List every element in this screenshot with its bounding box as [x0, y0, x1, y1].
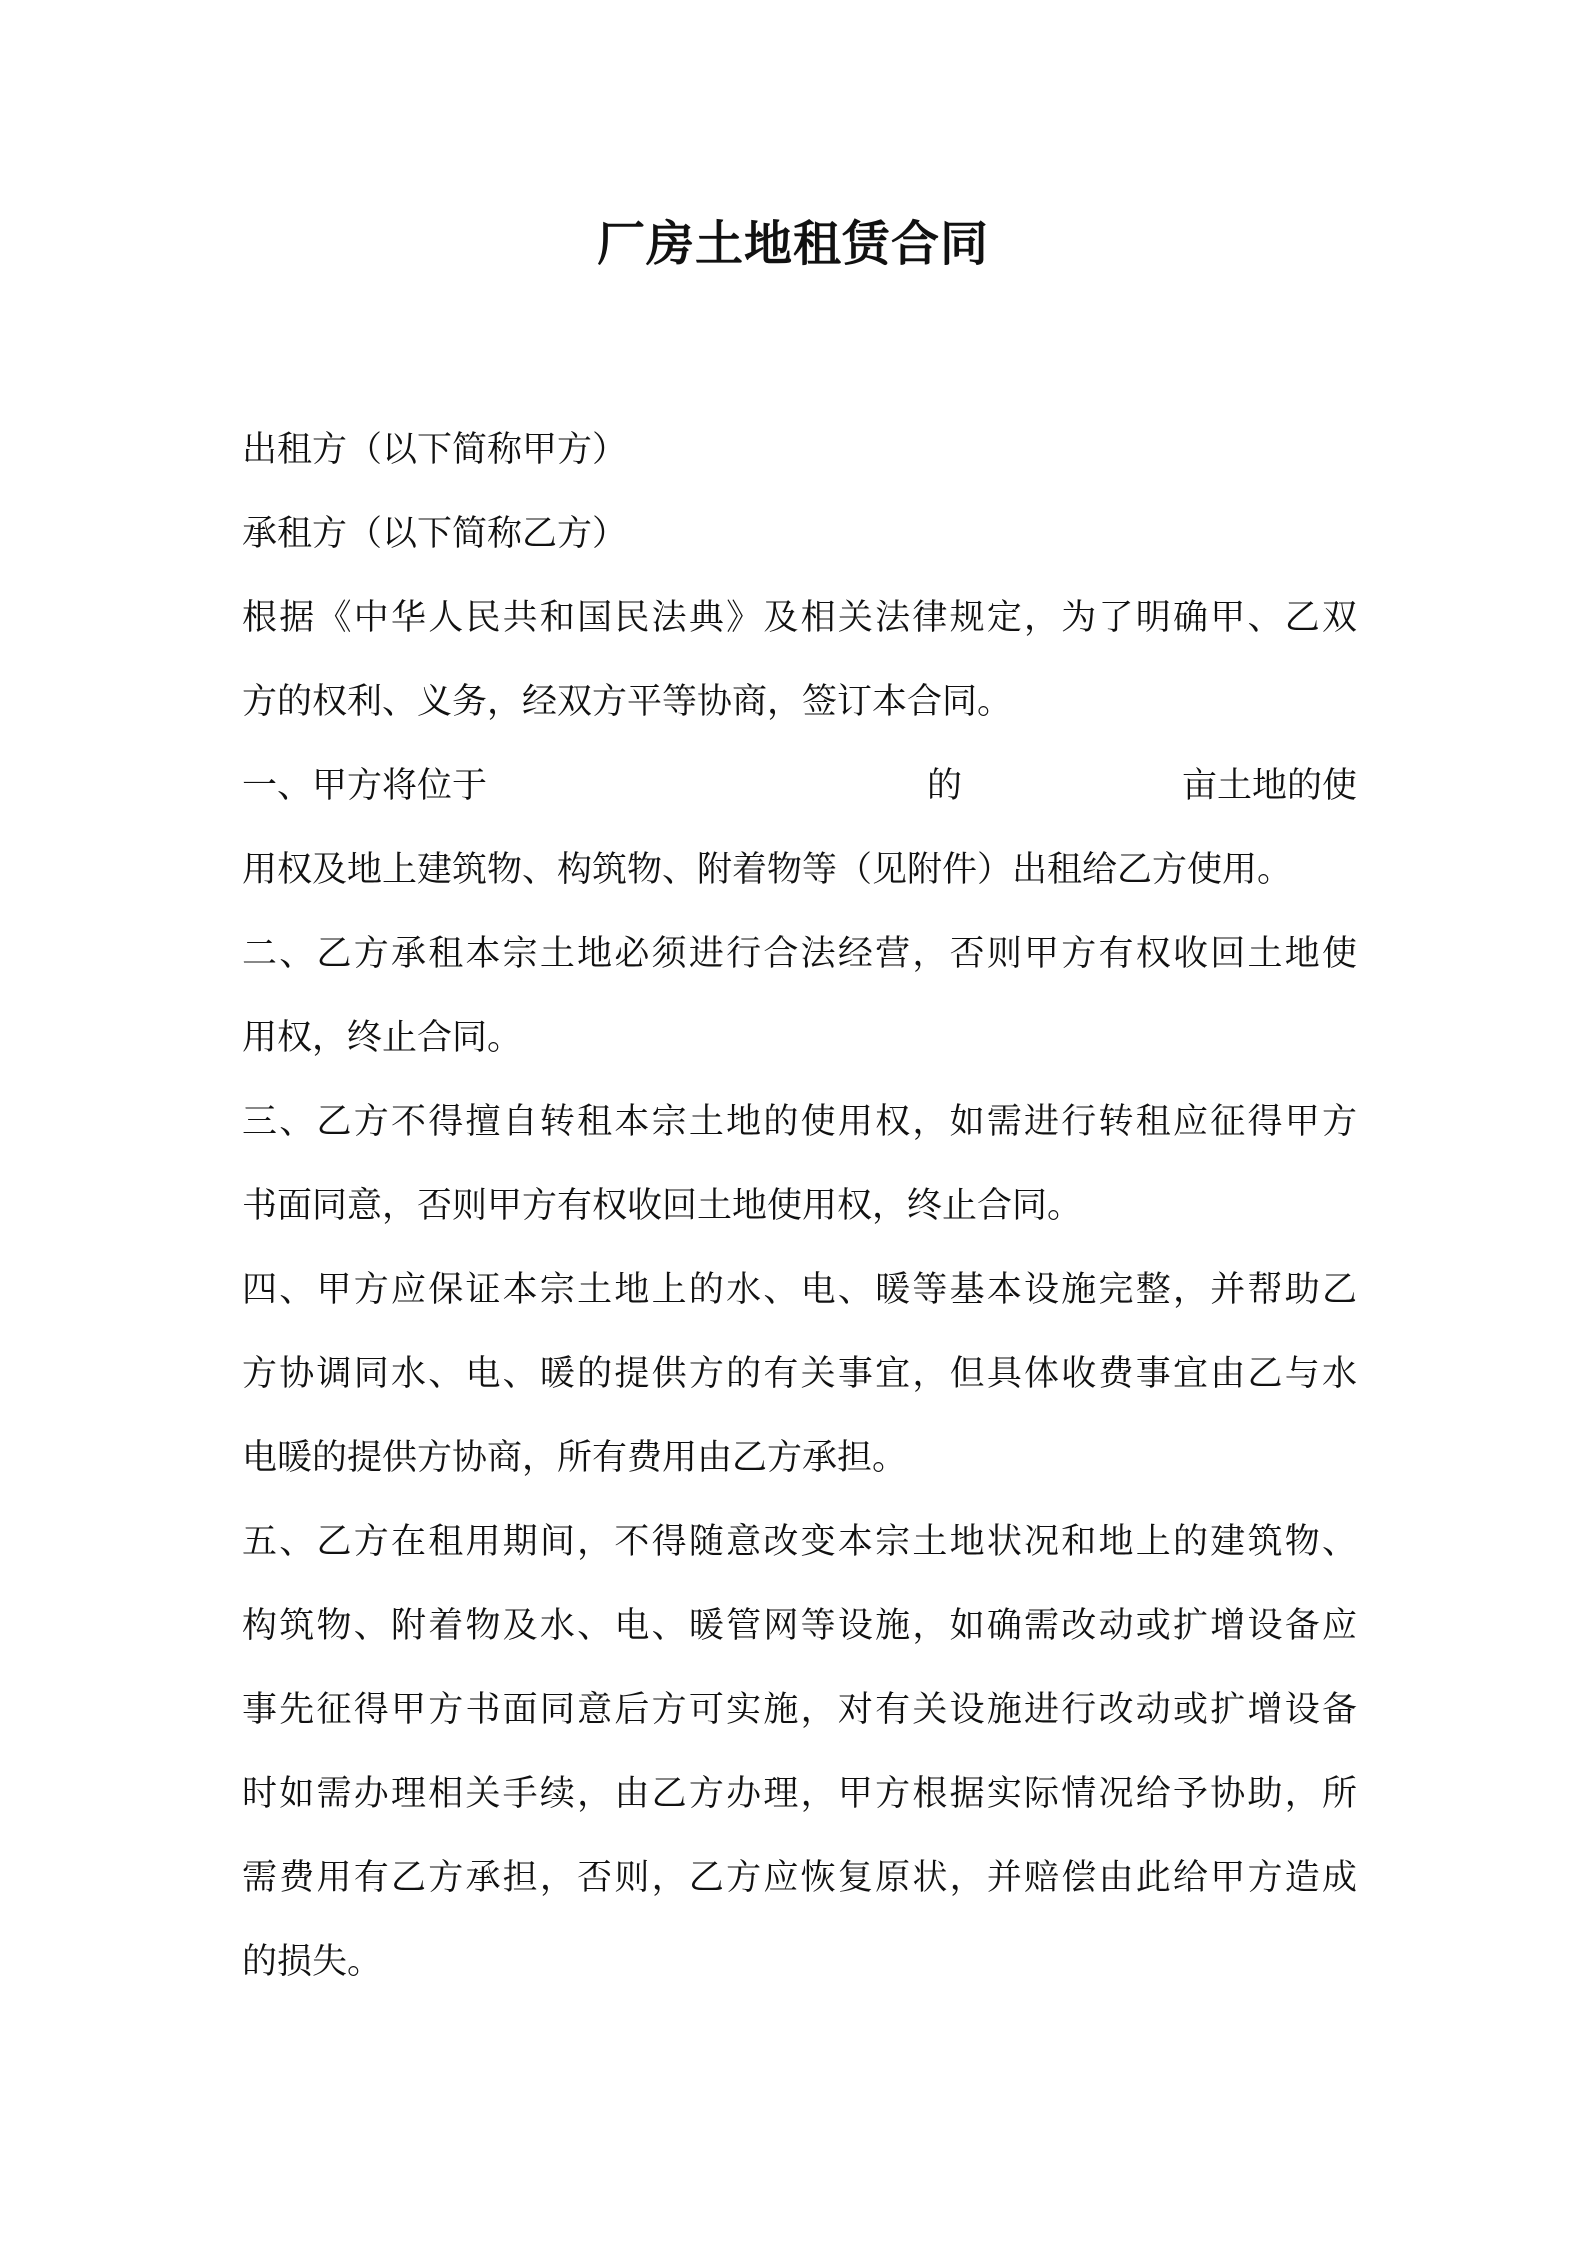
clause-3-line-2: 书面同意，否则甲方有权收回土地使用权，终止合同。 [242, 1186, 1083, 1226]
clause-1-part-3: 亩土地的使 [1181, 766, 1357, 806]
document-body [242, 408, 1357, 2004]
clause-5-line-5: 需费用有乙方承担，否则，乙方应恢复原状，并赔偿由此给甲方造成 [242, 1858, 1357, 1898]
preamble-line-2: 方的权利、义务，经双方平等协商，签订本合同。 [242, 682, 1013, 722]
lessee-line: 承租方（以下简称乙方） [242, 514, 628, 554]
preamble-line-1: 根据《中华人民共和国民法典》及相关法律规定，为了明确甲、乙双 [242, 598, 1357, 638]
document-title: 厂房土地租赁合同 [596, 216, 989, 272]
clause-4-line-3: 电暖的提供方协商，所有费用由乙方承担。 [242, 1438, 908, 1478]
clause-1-part-2: 的 [926, 766, 962, 806]
clause-5-line-3: 事先征得甲方书面同意后方可实施，对有关设施进行改动或扩增设备 [242, 1690, 1357, 1730]
clause-3-line-1: 三、乙方不得擅自转租本宗土地的使用权，如需进行转租应征得甲方 [242, 1102, 1357, 1142]
clause-1-part-1: 一、甲方将位于 [242, 766, 488, 806]
clause-4-line-1: 四、甲方应保证本宗土地上的水、电、暖等基本设施完整，并帮助乙 [242, 1270, 1357, 1310]
clause-5-line-6: 的损失。 [242, 1942, 383, 1982]
lessor-line: 出租方（以下简称甲方） [242, 430, 628, 470]
clause-5-line-2: 构筑物、附着物及水、电、暖管网等设施，如确需改动或扩增设备应 [242, 1606, 1357, 1646]
clause-2-line-2: 用权，终止合同。 [242, 1018, 523, 1058]
clause-1-line-1 [242, 744, 1357, 828]
clause-4-line-2: 方协调同水、电、暖的提供方的有关事宜，但具体收费事宜由乙与水 [242, 1354, 1357, 1394]
clause-2-line-1: 二、乙方承租本宗土地必须进行合法经营，否则甲方有权收回土地使 [242, 934, 1357, 974]
clause-1-line-2: 用权及地上建筑物、构筑物、附着物等（见附件）出租给乙方使用。 [242, 850, 1293, 890]
clause-5-line-4: 时如需办理相关手续，由乙方办理，甲方根据实际情况给予协助，所 [242, 1774, 1357, 1814]
clause-5-line-1: 五、乙方在租用期间，不得随意改变本宗土地状况和地上的建筑物、 [242, 1522, 1357, 1562]
